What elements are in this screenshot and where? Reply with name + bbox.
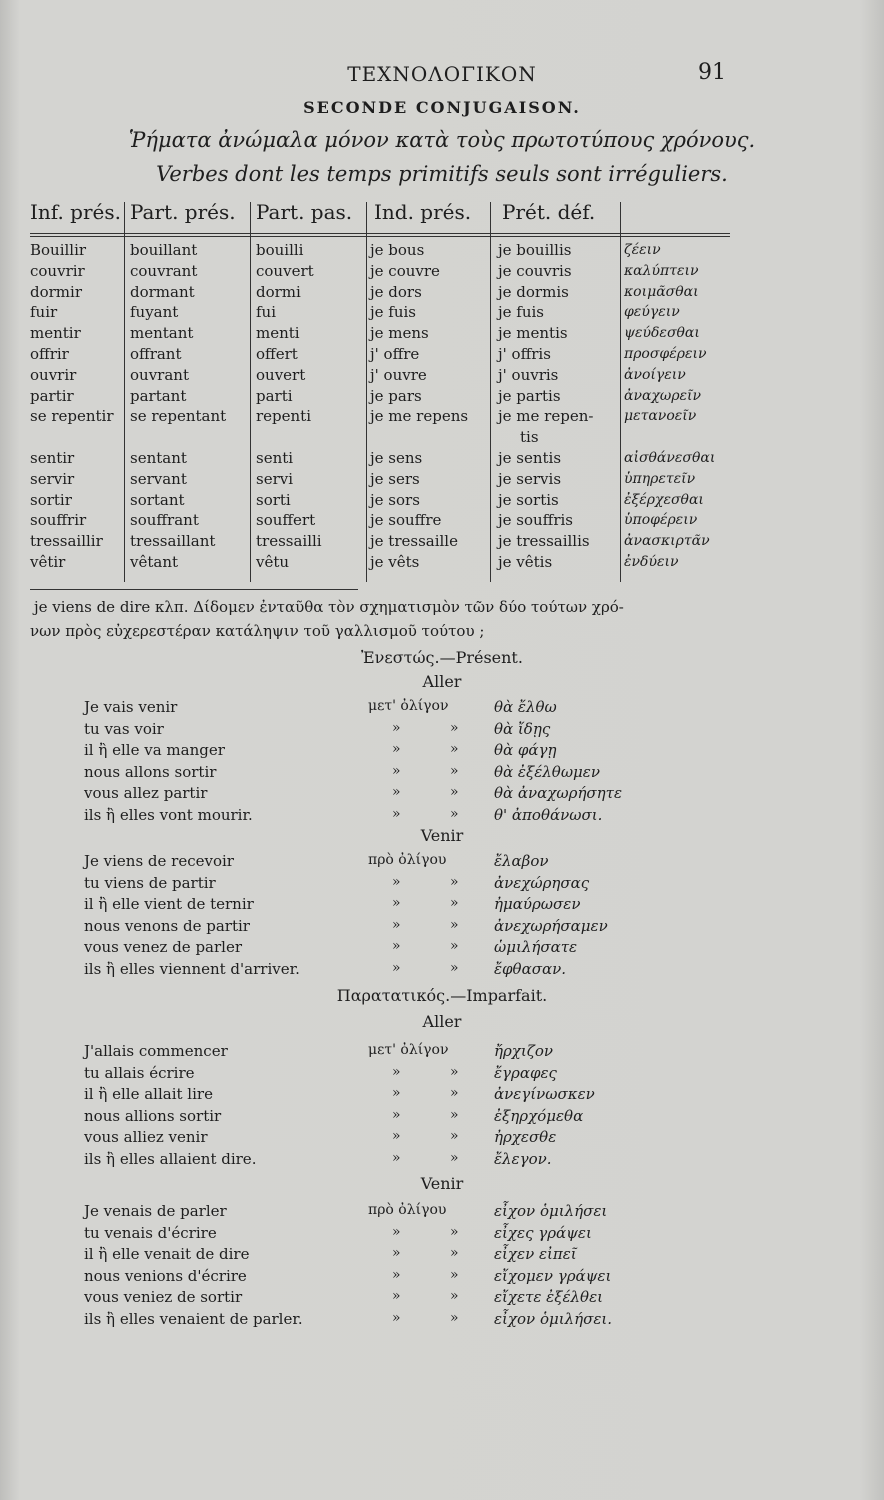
adverb-marker: πρὸ ὀλίγου [368,852,447,868]
table-cell: je sentis [498,449,562,467]
column-divider [124,202,125,582]
table-cell: je sors [370,490,420,509]
ditto-marker: » [450,1309,459,1326]
french-phrase: vous venez de parler [84,938,242,956]
adverb-marker: » [392,719,401,736]
table-cell: je me repens [370,407,469,426]
subheading-venir: Venir [420,826,464,845]
greek-translation: ἐξηρχόμεθα [494,1106,584,1125]
table-cell: mentant [130,324,194,343]
conjugation-heading: SECONDE CONJUGAISON. [303,98,581,117]
tense-heading-present: Ἐνεστώς.—Présent. [361,648,523,667]
french-phrase: ils ἢ elles viennent d'arriver. [84,959,300,978]
table-cell: dormant [130,282,195,301]
french-phrase: nous venions d'écrire [84,1266,247,1285]
table-cell: sortir [30,490,72,509]
table-cell: partant [130,386,187,405]
greek-translation: ἔφθασαν. [494,959,566,978]
table-cell: je partis [498,386,561,405]
table-cell: servir [30,469,75,488]
table-cell: bouillant [130,241,198,259]
table-cell: bouilli [256,241,304,259]
greek-translation: ἤρχιζον [494,1042,554,1060]
french-phrase: Je vais venir [84,698,178,716]
french-phrase: il ἢ elle va manger [84,741,225,759]
greek-translation: εἶχεν εἰπεῖ [494,1245,577,1263]
greek-translation: εἴχομεν γράψει [494,1266,612,1285]
adverb-marker: » [392,805,401,822]
table-cell: tressailli [256,532,322,551]
ditto-marker: » [450,1128,459,1144]
greek-translation: ἀνεγίνωσκεν [494,1085,595,1103]
subheading-venir: Venir [420,1174,464,1193]
table-cell-greek: ἐξέρχεσθαι [624,491,704,508]
table-cell: je me repen- [498,407,594,426]
adverb-marker: » [392,916,401,933]
table-cell-greek: κοιμᾶσθαι [624,283,699,300]
table-cell-greek: ἀνοίγειν [624,366,686,383]
ditto-marker: » [450,938,459,954]
ditto-marker: » [450,1085,459,1101]
french-phrase: ils ἢ elles venaient de parler. [84,1309,303,1328]
table-cell-greek: καλύπτειν [624,262,699,279]
table-cell: je vêts [370,553,420,571]
adverb-marker: » [392,1149,401,1166]
french-phrase: J'allais commencer [84,1042,228,1060]
table-cell: j' ouvris [498,365,559,384]
table-cell: je dors [370,282,422,301]
greek-translation: εἶχον ὁμιλήσει. [494,1309,613,1328]
table-cell: souffrir [30,511,87,530]
adverb-marker: » [392,784,401,800]
french-phrase: vous veniez de sortir [84,1288,243,1306]
french-phrase: ils ἢ elles allaient dire. [84,1149,257,1168]
table-cell: repenti [256,407,312,426]
table-cell: sortant [130,490,185,509]
table-cell: je tressaille [370,532,458,551]
tense-heading-imparfait: Παρατατικός.—Imparfait. [336,986,548,1005]
table-cell: offrir [30,345,69,363]
greek-translation: ἀνεχωρήσαμεν [494,916,608,935]
french-phrase: il ἢ elle venait de dire [84,1245,250,1263]
ditto-marker: » [450,784,459,800]
adverb-marker: » [392,1085,401,1101]
table-cell: je mentis [498,324,568,343]
adverb-marker: » [392,1128,401,1144]
column-divider [620,202,621,582]
subheading-aller: Aller [422,672,462,691]
adverb-marker: » [392,1245,401,1261]
table-cell: se repentir [30,407,114,426]
table-cell-greek: ἀνασκιρτᾶν [624,533,710,550]
table-cell: je pars [370,386,422,405]
table-cell: couvert [256,261,314,280]
greek-translation: εἶχον ὁμιλήσει [494,1202,608,1220]
column-header: Ind. prés. [374,200,472,224]
ditto-marker: » [450,1149,459,1166]
french-phrase: nous allons sortir [84,762,217,781]
table-cell: parti [256,386,293,405]
paragraph-line: νων πρὸς εὐχερεστέραν κατάληψιν τοῦ γαλλισμοῦ τούτου ; [30,622,485,640]
adverb-marker: » [392,895,401,911]
french-phrase: nous venons de partir [84,916,250,935]
table-cell: partir [30,386,74,405]
french-phrase: tu venais d'écrire [84,1223,217,1242]
column-header: Part. pas. [256,200,353,224]
table-cell: j' offris [498,345,551,363]
adverb-marker: » [392,1223,401,1240]
table-cell: je mens [370,324,429,343]
table-cell: je tressaillis [498,532,590,551]
french-phrase: vous alliez venir [84,1128,208,1146]
table-cell: j' offre [370,345,420,363]
ditto-marker: » [450,1063,459,1080]
french-phrase: tu allais écrire [84,1063,195,1082]
table-cell: tressaillant [130,532,216,551]
greek-heading: Ῥήματα ἀνώμαλα μόνον κατὰ τοὺς πρωτοτύπους χρόνους. [128,128,756,152]
table-cell: mentir [30,324,81,343]
french-heading: Verbes dont les temps primitifs seuls sont irréguliers. [156,162,728,186]
table-cell: tis [520,428,539,447]
adverb-marker: » [392,959,401,976]
adverb-marker: μετ' ὀλίγον [368,698,449,714]
table-cell: tressaillir [30,532,103,551]
table-cell: je souffris [498,511,574,530]
adverb-marker: » [392,1106,401,1123]
french-phrase: vous allez partir [84,784,208,802]
table-cell: fuyant [130,303,179,322]
greek-translation: ἔλεγον. [494,1149,552,1168]
adverb-marker: » [392,1309,401,1326]
adverb-marker: » [392,1288,401,1304]
table-cell: je servis [498,469,562,488]
table-cell: ouvrant [130,365,189,384]
ditto-marker: » [450,741,459,757]
french-phrase: ils ἢ elles vont mourir. [84,805,253,824]
adverb-marker: » [392,1063,401,1080]
adverb-marker: » [392,1266,401,1283]
french-phrase: tu viens de partir [84,873,216,892]
greek-translation: θὰ ἴδῃς [494,719,551,738]
greek-translation: θ' ἀποθάνωσι. [494,805,603,824]
table-cell: dormir [30,282,82,301]
table-rule [30,236,730,237]
greek-translation: θὰ φάγῃ [494,741,557,759]
greek-translation: θὰ ἔλθω [494,698,557,716]
adverb-marker: » [392,873,401,890]
table-cell: servant [130,469,187,488]
column-header: Inf. prés. [30,200,122,224]
adverb-marker: μετ' ὀλίγον [368,1042,449,1058]
table-cell-greek: ζέειν [624,242,661,258]
greek-translation: εἶχες γράψει [494,1223,592,1242]
table-cell-greek: φεύγειν [624,304,680,321]
french-phrase: il ἢ elle allait lire [84,1085,213,1103]
subheading-aller: Aller [422,1012,462,1031]
ditto-marker: » [450,1266,459,1283]
table-cell: je vêtis [498,553,553,571]
running-title: ΤΕΧΝΟΛΟΓΙΚΟΝ [347,62,537,86]
adverb-marker: πρὸ ὀλίγου [368,1202,447,1218]
table-cell: sorti [256,490,291,509]
table-cell: je couvre [370,261,440,280]
table-cell: souffrant [130,511,199,530]
ditto-marker: » [450,762,459,779]
column-header: Part. prés. [130,200,236,224]
greek-translation: ἠρχεσθε [494,1128,557,1146]
ditto-marker: » [450,1223,459,1240]
french-phrase: tu vas voir [84,719,164,738]
table-cell: menti [256,324,300,343]
french-phrase: nous allions sortir [84,1106,222,1125]
table-cell: offrant [130,345,182,363]
greek-translation: ἔλαβον [494,852,549,870]
table-cell: je fuis [498,303,545,322]
adverb-marker: » [392,938,401,954]
table-cell: vêtant [130,553,179,571]
ditto-marker: » [450,1288,459,1304]
greek-translation: ἔγραφες [494,1063,557,1082]
table-cell: je sortis [498,490,559,509]
table-cell: vêtu [256,553,290,571]
greek-translation: θὰ ἀναχωρήσητε [494,784,623,802]
table-cell-greek: ψεύδεσθαι [624,325,700,342]
ditto-marker: » [450,1106,459,1123]
ditto-marker: » [450,959,459,976]
french-phrase: Je venais de parler [84,1202,227,1220]
ditto-marker: » [450,916,459,933]
table-cell: couvrir [30,261,85,280]
table-cell: se repentant [130,407,227,426]
french-phrase: il ἢ elle vient de ternir [84,895,254,913]
table-cell-greek: ὑποφέρειν [624,512,698,529]
ditto-marker: » [450,1245,459,1261]
table-cell: Bouillir [30,241,87,259]
french-phrase: Je viens de recevoir [84,852,234,870]
table-cell: sentant [130,449,187,467]
table-cell: je souffre [370,511,442,530]
table-cell-greek: ἀναχωρεῖν [624,387,702,404]
greek-translation: ὡμιλήσατε [494,938,578,956]
table-cell-greek: ὑπηρετεῖν [624,470,696,487]
table-cell: couvrant [130,261,198,280]
table-cell: offert [256,345,298,363]
ditto-marker: » [450,805,459,822]
table-cell-greek: αἰσθάνεσθαι [624,450,716,466]
adverb-marker: » [392,741,401,757]
table-cell-greek: μετανοεῖν [624,408,697,425]
adverb-marker: » [392,762,401,779]
table-cell: j' ouvre [370,365,427,384]
table-cell: dormi [256,282,301,301]
paragraph-line: je viens de dire κλπ. Δίδομεν ἐνταῦθα τὸν σχηματισμὸν τῶν δύο τούτων χρό- [34,598,624,616]
ditto-marker: » [450,873,459,890]
table-cell: ouvert [256,365,306,384]
table-cell: je sens [370,449,423,467]
table-cell: fuir [30,303,58,322]
column-divider [490,202,491,582]
page-number: 91 [698,60,726,85]
table-cell: servi [256,469,294,488]
greek-translation: εἴχετε ἐξέλθει [494,1288,604,1306]
ditto-marker: » [450,719,459,736]
ditto-marker: » [450,895,459,911]
table-cell: je bouillis [498,241,572,259]
column-header: Prét. déf. [502,200,596,224]
table-cell: je bous [370,241,425,259]
greek-translation: ἀνεχώρησας [494,873,590,892]
table-cell: je dormis [498,282,569,301]
table-cell: fui [256,303,277,322]
table-cell: je couvris [498,261,572,280]
table-cell-greek: προσφέρειν [624,346,707,362]
table-cell-greek: ἐνδύειν [624,554,679,570]
table-cell: ouvrir [30,365,77,384]
table-cell: senti [256,449,294,467]
table-rule [30,233,730,234]
greek-translation: θὰ ἐξέλθωμεν [494,762,600,781]
table-cell: je sers [370,469,420,488]
column-divider [366,202,367,582]
table-cell: vêtir [30,553,66,571]
table-cell: souffert [256,511,316,530]
column-divider [250,202,251,582]
table-rule [30,589,358,590]
table-cell: sentir [30,449,75,467]
greek-translation: ἠμαύρωσεν [494,895,581,913]
table-cell: je fuis [370,303,417,322]
